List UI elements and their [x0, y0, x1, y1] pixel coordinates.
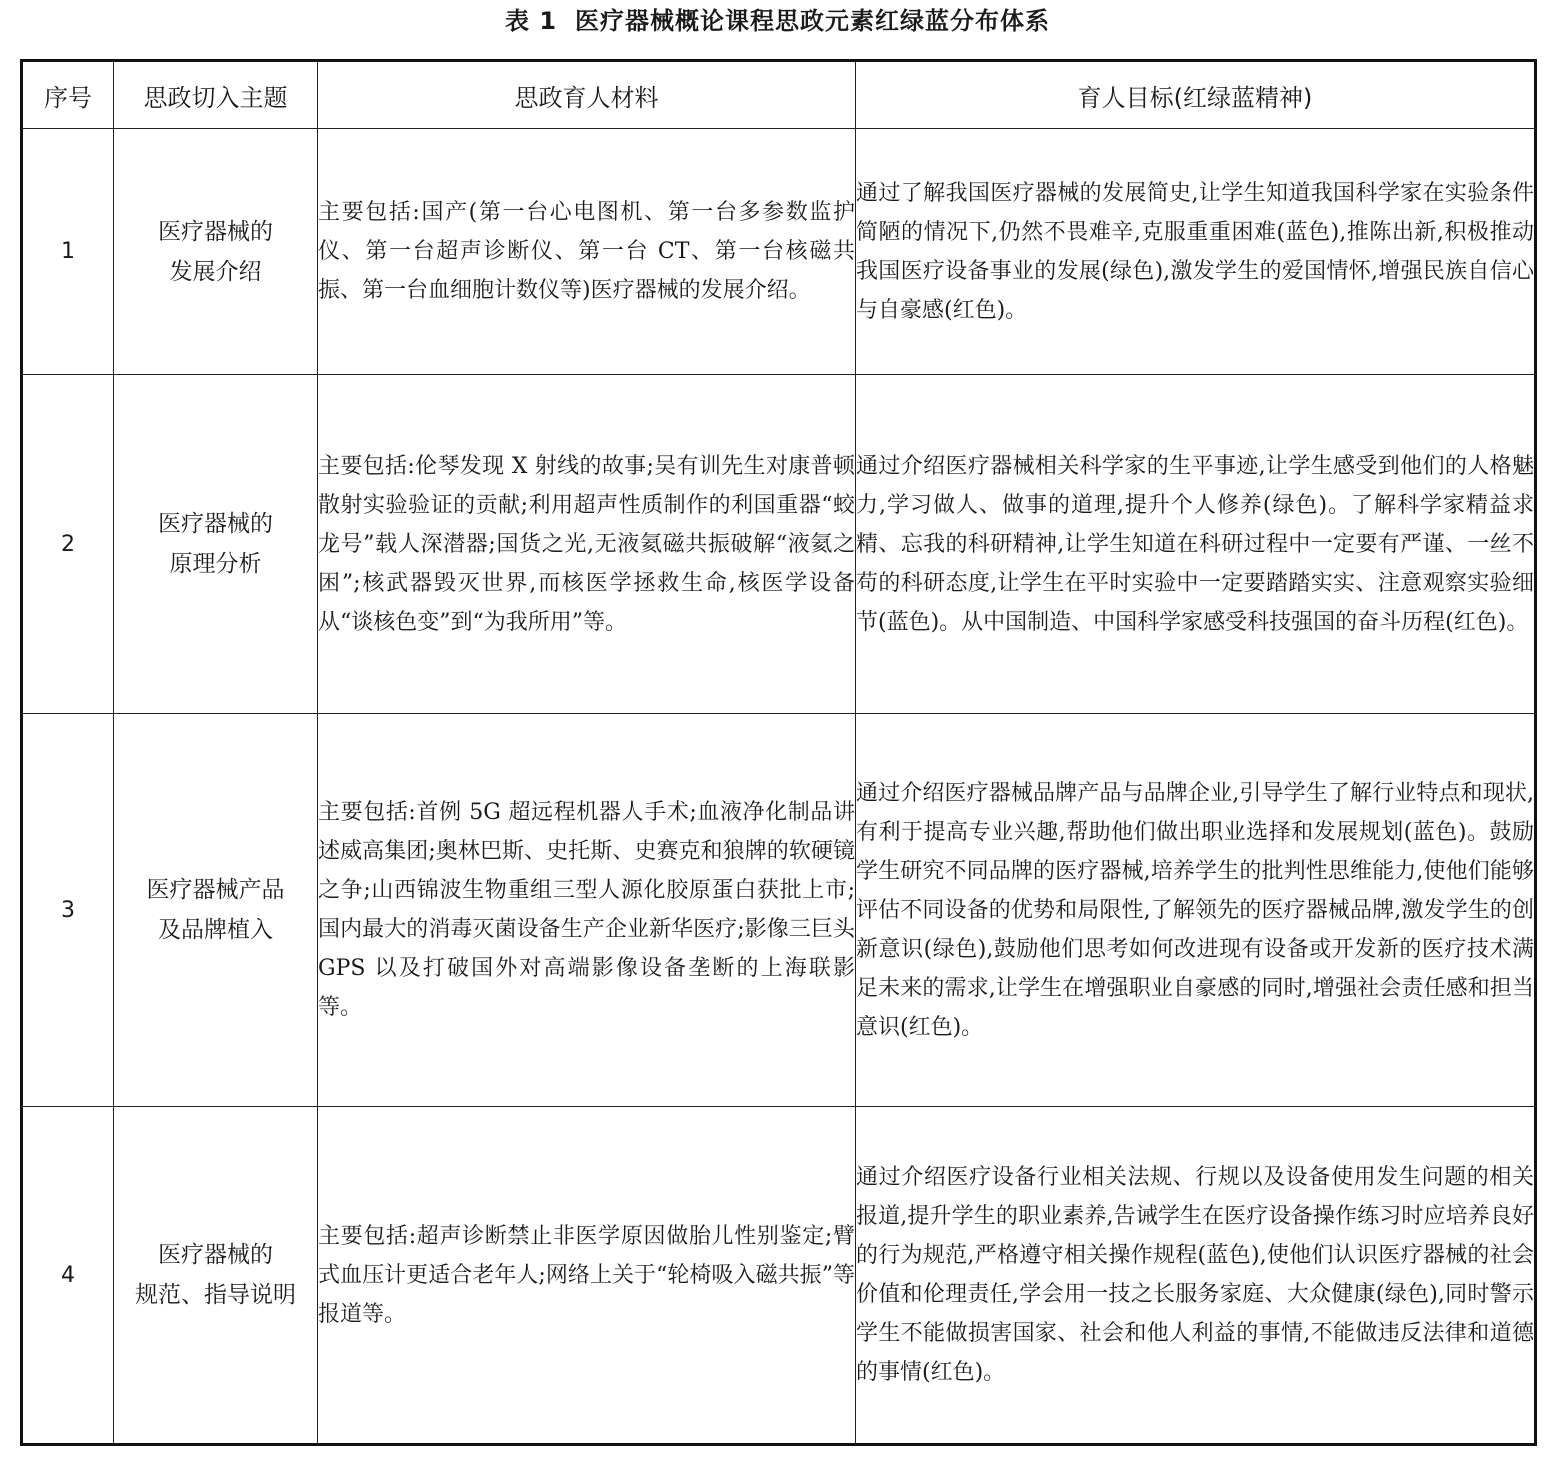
cell-topic [114, 1107, 318, 1445]
cell-seq: 3 [22, 714, 114, 1107]
header-topic: 思政切入主题 [114, 61, 318, 129]
cell-topic [114, 714, 318, 1107]
cell-material: 主要包括:首例 5G 超远程机器人手术;血液净化制品讲述威高集团;奥林巴斯、史托斯、史赛克和狼牌的软硬镜之争;山西锦波生物重组三型人源化胶原蛋白获批上市;国内最大的消毒灭菌设备生产企业新华医疗;影像三巨头 GPS 以及打破国外对高端影像设备垄断的上海联影等。 [318, 714, 856, 1107]
topic-line: 医疗器械产品 [146, 877, 285, 903]
cell-seq: 2 [22, 375, 114, 714]
table-title: 医疗器械概论课程思政元素红绿蓝分布体系 [575, 7, 1051, 35]
cell-material: 主要包括:超声诊断禁止非医学原因做胎儿性别鉴定;臂式血压计更适合老年人;网络上关于“轮椅吸入磁共振”等报道等。 [318, 1107, 856, 1445]
table-caption [0, 4, 1555, 38]
cell-goal: 通过介绍医疗器械品牌产品与品牌企业,引导学生了解行业特点和现状,有利于提高专业兴趣,帮助他们做出职业选择和发展规划(蓝色)。鼓励学生研究不同品牌的医疗器械,培养学生的批判性思维能力,使他们能够评估不同设备的优势和局限性,了解领先的医疗器械品牌,激发学生的创新意识(绿色),鼓励他们思考如何改进现有设备或开发新的医疗技术满足未来的需求,让学生在增强职业自豪感的同时,增强社会责任感和担当意识(红色)。 [856, 714, 1536, 1107]
cell-seq: 4 [22, 1107, 114, 1445]
topic-line: 医疗器械的 [158, 511, 273, 537]
cell-topic [114, 375, 318, 714]
topic-line: 及品牌植入 [158, 917, 273, 943]
cell-goal: 通过介绍医疗器械相关科学家的生平事迹,让学生感受到他们的人格魅力,学习做人、做事的道理,提升个人修养(绿色)。了解科学家精益求精、忘我的科研精神,让学生知道在科研过程中一定要有严谨、一丝不苟的科研态度,让学生在平时实验中一定要踏踏实实、注意观察实验细节(蓝色)。从中国制造、中国科学家感受科技强国的奋斗历程(红色)。 [856, 375, 1536, 714]
table-row [22, 714, 1536, 1107]
header-material: 思政育人材料 [318, 61, 856, 129]
cell-topic [114, 129, 318, 375]
header-goal: 育人目标(红绿蓝精神) [856, 61, 1536, 129]
topic-line: 发展介绍 [169, 258, 262, 285]
topic-line: 规范、指导说明 [135, 1282, 296, 1308]
table-row [22, 129, 1536, 375]
cell-material: 主要包括:伦琴发现 X 射线的故事;吴有训先生对康普顿散射实验验证的贡献;利用超声性质制作的利国重器“蛟龙号”载人深潜器;国货之光,无液氦磁共振破解“液氦之困”;核武器毁灭世界,而核医学拯救生命,核医学设备从“谈核色变”到“为我所用”等。 [318, 375, 856, 714]
cell-goal: 通过介绍医疗设备行业相关法规、行规以及设备使用发生问题的相关报道,提升学生的职业素养,告诫学生在医疗设备操作练习时应培养良好的行为规范,严格遵守相关操作规程(蓝色),使他们认识医疗器械的社会价值和伦理责任,学会用一技之长服务家庭、大众健康(绿色),同时警示学生不能做损害国家、社会和他人利益的事情,不能做违反法律和道德的事情(红色)。 [856, 1107, 1536, 1445]
cell-goal: 通过了解我国医疗器械的发展简史,让学生知道我国科学家在实验条件简陋的情况下,仍然不畏难辛,克服重重困难(蓝色),推陈出新,积极推动我国医疗设备事业的发展(绿色),激发学生的爱国情怀,增强民族自信心与自豪感(红色)。 [856, 129, 1536, 375]
table-row [22, 375, 1536, 714]
cell-seq: 1 [22, 129, 114, 375]
header-seq: 序号 [22, 61, 114, 129]
topic-line: 原理分析 [169, 551, 262, 577]
distribution-table [20, 59, 1537, 1446]
header-row [22, 61, 1536, 129]
table-row [22, 1107, 1536, 1445]
table-number: 表 1 [504, 7, 558, 35]
topic-line: 医疗器械的 [158, 1242, 273, 1268]
cell-material: 主要包括:国产(第一台心电图机、第一台多参数监护仪、第一台超声诊断仪、第一台 CT、第一台核磁共振、第一台血细胞计数仪等)医疗器械的发展介绍。 [318, 129, 856, 375]
topic-line: 医疗器械的 [158, 218, 273, 245]
